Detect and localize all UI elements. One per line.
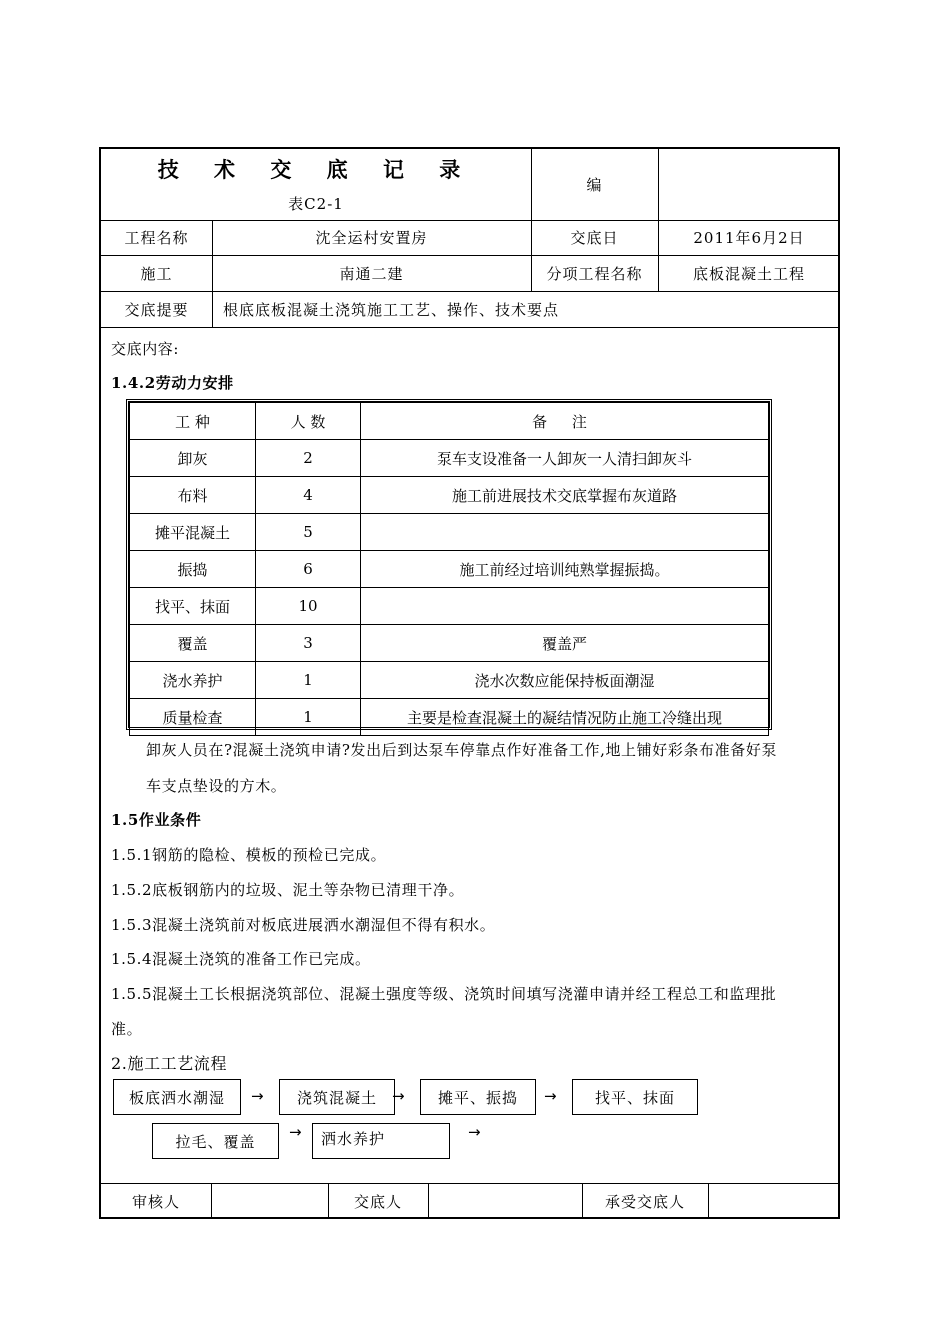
condition-item: 1.5.3混凝土浇筑前对板底进展洒水潮湿但不得有积水。 [111,916,496,934]
condition-item: 1.5.5混凝土工长根据浇筑部位、混凝土强度等级、浇筑时间填写浇灌申请并经工程总工和监理批 [111,985,777,1003]
reviewer-field[interactable] [211,1183,328,1219]
arrow-right-icon: → [289,1123,302,1141]
note-cell: 施工前经过培训纯熟掌握振捣。 [361,551,769,588]
arrow-right-icon: → [468,1123,481,1141]
count-cell: 1 [256,662,361,699]
discloser-field[interactable] [428,1183,582,1219]
trade-cell: 布料 [130,477,256,514]
trade-cell: 振捣 [130,551,256,588]
flow-step: 洒水养护 [312,1123,450,1159]
note-cell: 覆盖严 [361,625,769,662]
table-row [130,514,769,551]
note-cell: 主要是检查混凝土的凝结情况防止施工冷缝出现 [361,699,769,736]
trade-cell: 摊平混凝土 [130,514,256,551]
form-number: 表C2-1 [288,194,344,213]
form-title: 技 术 交 底 记 录 [157,157,475,182]
receiver-field[interactable] [708,1183,840,1219]
sub-project-label: 分项工程名称 [546,264,643,283]
condition-item: 1.5.2底板钢筋内的垃圾、泥土等杂物已清理干净。 [111,881,465,899]
count-cell: 2 [256,440,361,477]
note-cell: 泵车支设准备一人卸灰一人清扫卸灰斗 [361,440,769,477]
flow-step: 找平、抹面 [572,1079,698,1115]
arrow-right-icon: → [251,1087,264,1105]
table-row [130,588,769,625]
table-row [130,662,769,699]
count-cell: 6 [256,551,361,588]
count-cell: 10 [256,588,361,625]
count-cell: 1 [256,699,361,736]
table-row [130,625,769,662]
header-note: 备 注 [361,403,769,440]
project-name-label: 工程名称 [124,229,189,247]
header-count: 人 数 [256,403,361,440]
flow-step: 摊平、振捣 [420,1079,536,1115]
section-heading-142: 1.4.2劳动力安排 [111,374,234,392]
summary-label: 交底提要 [124,300,189,319]
count-cell: 3 [256,625,361,662]
arrow-right-icon: → [392,1087,405,1105]
header-trade: 工 种 [130,403,256,440]
flow-step: 拉毛、覆盖 [152,1123,279,1159]
project-name-value: 沈全运村安置房 [315,229,428,247]
table-row [130,551,769,588]
bian-label: 编 [586,176,603,194]
section-heading-2: 2.施工工艺流程 [111,1054,228,1073]
flow-step: 浇筑混凝土 [279,1079,395,1115]
paragraph-line: 车支点垫设的方木。 [146,777,287,795]
disclosure-form [99,147,840,1219]
table-row [130,440,769,477]
date-value: 2011年6月2日 [693,229,805,247]
sub-project-value: 底板混凝土工程 [692,264,805,283]
reviewer-label: 审核人 [131,1192,180,1211]
labor-table [126,399,772,730]
note-cell [361,588,769,625]
date-label: 交底日 [570,229,619,247]
arrow-right-icon: → [544,1087,557,1105]
trade-cell: 浇水养护 [130,662,256,699]
contractor-value: 南通二建 [339,264,404,283]
trade-cell: 覆盖 [130,625,256,662]
table-row [130,477,769,514]
contractor-label: 施工 [140,264,173,283]
note-cell [361,514,769,551]
divider [101,327,838,328]
trade-cell: 卸灰 [130,440,256,477]
section-heading-15: 1.5作业条件 [111,811,202,829]
paragraph-line: 卸灰人员在?混凝土浇筑申请?发出后到达泵车停靠点作好准备工作,地上铺好彩条布准备好泵 [146,741,778,759]
summary-value: 根底底板混凝土浇筑施工工艺、操作、技术要点 [223,300,560,319]
count-cell: 4 [256,477,361,514]
discloser-label: 交底人 [353,1192,402,1211]
note-cell: 浇水次数应能保持板面潮湿 [361,662,769,699]
condition-item: 1.5.4混凝土浇筑的准备工作已完成。 [111,950,371,968]
note-cell: 施工前进展技术交底掌握布灰道路 [361,477,769,514]
condition-item: 准。 [111,1020,143,1038]
trade-cell: 质量检查 [130,699,256,736]
bian-value [658,149,840,220]
count-cell: 5 [256,514,361,551]
receiver-label: 承受交底人 [604,1192,685,1211]
condition-item: 1.5.1钢筋的隐检、模板的预检已完成。 [111,846,387,864]
table-header-row [130,403,769,440]
trade-cell: 找平、抹面 [130,588,256,625]
flow-step: 板底洒水潮湿 [113,1079,241,1115]
table-row [130,699,769,736]
content-intro: 交底内容: [111,340,180,358]
